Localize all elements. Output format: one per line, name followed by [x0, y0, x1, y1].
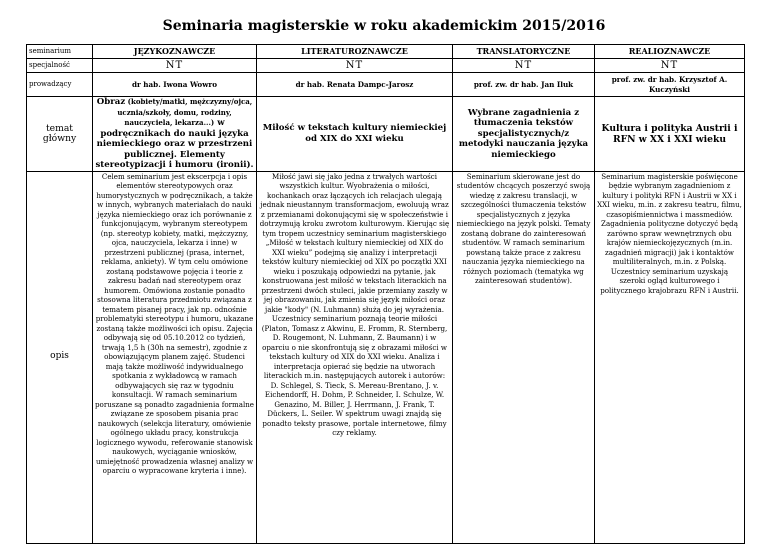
- topic-part: (kobiety/matki, mężczyzny/ojca, uczniа/szkoły, domu, rodziny, nauczyciela, lekarza...): [117, 97, 253, 127]
- seminarium-label: seminarium: [27, 45, 93, 59]
- supervisor-name: prof. zw. dr hab. Krzysztof A. Kuczyński: [595, 73, 745, 97]
- specjalnosc-value: NT: [257, 59, 453, 73]
- column-header: REALIOZNAWCZE: [595, 45, 745, 59]
- description-cell: Celem seminarium jest ekscerpcja i opis elementów stereotypowych oraz humorystycznych w podręcznikach, a także w innych, wybranych materiałach do nauki języka niemieckiego oraz ich porównanie z funkcjonującym, wybranym stereotypem (np. stereotyp kobiety, matki, mężczyzny, ojca, nauczyciela, lekarza i inne) w przestrzeni publicznej (prasa, internet, reklama, ankiety). W tym celu omówione zostaną podstawowe pojęcia i teorie z zakresu badań nad stereotypem oraz humorem. Omówiona zostanie ponadto stosowna literatura przedmiotu związana z tematem pisanej pracy, jak np. odnośnie problematyki stereotypu i humoru, ukazane zostaną także możliwości ich opisu. Zajęcia odbywają się od 05.10.2012 co tydzień, trwają 1,5 h (30h na semestr), zgodnie z obowiązującym planem zajęć. Studenci mają także możliwość indywidualnego spotkania z wykładowcą w ramach odbywających się raz w tygodniu konsultacji. W ramach seminarium poruszane są ponadto zagadnienia formalne związane ze sposobem pisania prac naukowych (selekcja literatury, omówienie ogólnego układu pracy, konstrukcja logicznego wywodu, referowanie stanowisk naukowych, wyciąganie wniosków, umiejętność prowadzenia własnej analizy w oparciu o wypracowane kryteria i inne).: [93, 171, 257, 543]
- description-cell: Miłość jawi się jako jedna z trwałych wartości wszystkich kultur. Wyobrażenia o miłości, kochankach oraz łączących ich relacjach ulegają jednak nieustannym transformacjom, ewoluują wraz z przemianami dokonującymi się w społeczeństwie i dotrzymują kroku zwrotom kulturowym. Kierując się tym tropem uczestnicy seminarium magisterskiego „Miłość w tekstach kultury niemieckiej od XIX do XXI wieku” podejmą się analizy i interpretacji tekstów kultury niemieckiej od XIX po początki XXI wieku i poszukają odpowiedzi na pytanie, jak konstruowana jest miłość w tekstach literackich na przestrzeni dwóch stuleci, jakie przemiany zaszły w jej obrazowaniu, jak zmienia się język miłości oraz jakie "kody" (N. Luhmann) służą do jej wyrażenia. Uczestnicy seminarium poznają teorie miłości (Platon, Tomasz z Akwinu, E. Fromm, R. Sternberg, D. Rougemont, N. Luhmann, Z. Baumann) i w oparciu o nie skonfrontują się z obrazami miłości w tekstach kultury od XIX do XXI wieku. Analiza i interpretacja opierać się będzie na utworach literackich m.in. następujących autorek i autorów: D. Schlegel, S. Tieck, S. Mereau-Brentano, J. v. Eichendorff, H. Dohm, P. Schneider, I. Schulze, W. Genazino, M. Biller, J. Herrmann, J. Frank, T. Dückers, L. Seiler. W spektrum uwagi znajdą się ponadto teksty prasowe, portale internetowe, filmy czy reklamy.: [257, 171, 453, 543]
- topic-cell: Kultura i polityka Austrii i RFN w XX i XXI wieku: [595, 97, 745, 172]
- topic-part: Obraz: [96, 97, 126, 107]
- topic-part: w podręcznikach do nauki języka niemieckiego oraz w przestrzeni publicznej. Elementy stereotypizacji i humoru (ironii).: [95, 118, 254, 170]
- page-title: Seminaria magisterskie w roku akademickim 2015/2016: [162, 18, 606, 34]
- topic-cell: Miłość w tekstach kultury niemieckiej od XIX do XXI wieku: [257, 97, 453, 172]
- specjalnosc-value: NT: [595, 59, 745, 73]
- supervisor-name: dr hab. Renata Dampc-Jarosz: [257, 73, 453, 97]
- header-row: [27, 45, 745, 59]
- temat-label: temat główny: [27, 97, 93, 172]
- description-cell: Seminarium magisterskie poświęcone będzie wybranym zagadnieniom z kultury i polityki RFN i Austrii w XX i XXI wieku, m.in. z zakresu teatru, filmu, czasopiśmiennictwa i massmediów. Zagadnienia polityczne dotyczyć będą zarówno spraw wewnętrznych obu krajów niemieckojęzycznych (m.in. zagadnień migracji) jak i kontaktów multiliteralnych, m.in. z Polską. Uczestnicy seminarium uzyskają szeroki ogląd kulturowego i politycznego krajobrazu RFN i Austrii.: [595, 171, 745, 543]
- specjalnosc-row: [27, 59, 745, 73]
- column-header: LITERATUROZNAWCZE: [257, 45, 453, 59]
- prowadzacy-label: prowadzący: [27, 73, 93, 97]
- supervisor-name: prof. zw. dr hab. Jan Iluk: [453, 73, 595, 97]
- topic-cell: Wybrane zagadnienia z tłumaczenia tekstów specjalistycznych/z metodyki nauczania języka niemieckiego: [453, 97, 595, 172]
- description-cell: Seminarium skierowane jest do studentów chcących poszerzyć swoją wiedzę z zakresu translacji, w szczególności tłumaczenia tekstów specjalistycznych z języka niemieckiego na język polski. Tematy zostaną dobrane do zainteresowań studentów. W ramach seminarium powstaną także prace z zakresu nauczania języka niemieckiego na różnych poziomach (tematyka wg zainteresowań studentów).: [453, 171, 595, 543]
- seminar-table: [26, 44, 745, 544]
- specjalnosc-value: NT: [453, 59, 595, 73]
- column-header: TRANSLATORYCZNE: [453, 45, 595, 59]
- supervisor-name: dr hab. Iwona Wowro: [93, 73, 257, 97]
- opis-label: opis: [27, 171, 93, 543]
- temat-row: [27, 97, 745, 172]
- opis-row: [27, 171, 745, 543]
- prowadzacy-row: [27, 73, 745, 97]
- specjalnosc-value: NT: [93, 59, 257, 73]
- column-header: JĘZYKOZNAWCZE: [93, 45, 257, 59]
- specjalnosc-label: specjalność: [27, 59, 93, 73]
- topic-cell: [93, 97, 257, 172]
